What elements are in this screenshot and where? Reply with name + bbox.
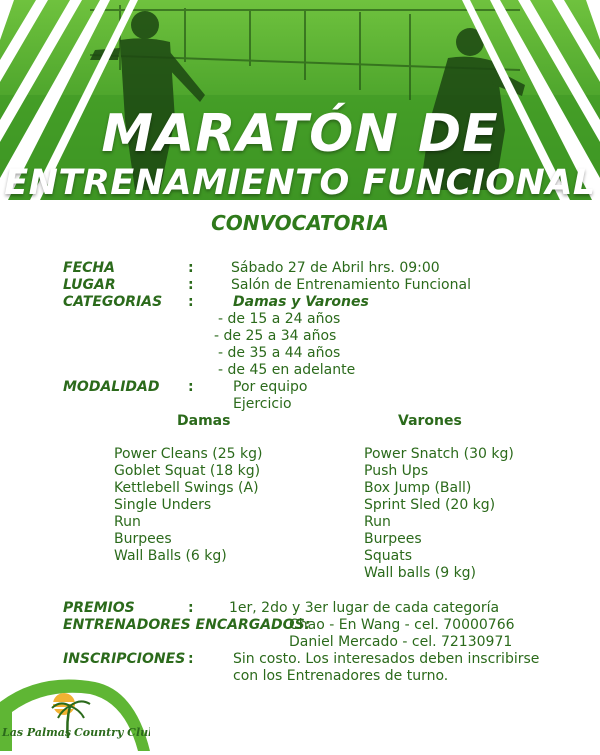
list-item: Burpees <box>114 531 172 547</box>
categorias-label: CATEGORIAS <box>63 294 163 310</box>
inscripciones-line: Sin costo. Los interesados deben inscribirse <box>233 651 540 667</box>
categoria-item: - de 35 a 44 años <box>218 345 341 361</box>
damas-heading: Damas <box>177 413 231 429</box>
list-item: Goblet Squat (18 kg) <box>114 463 261 479</box>
inscripciones-colon: : <box>188 651 194 667</box>
fecha-colon: : <box>188 260 194 276</box>
varones-heading: Varones <box>398 413 462 429</box>
categoria-item: - de 45 en adelante <box>218 362 356 378</box>
modalidad-value: Por equipo <box>233 379 308 395</box>
modalidad-colon: : <box>188 379 194 395</box>
premios-value: 1er, 2do y 3er lugar de cada categoría <box>229 600 500 616</box>
hero-banner <box>0 0 600 200</box>
inscripciones-line: con los Entrenadores de turno. <box>233 668 449 684</box>
club-logo <box>0 672 150 751</box>
entrenador-line: Chao - En Wang - cel. 70000766 <box>289 617 515 633</box>
premios-label: PREMIOS <box>63 600 135 616</box>
categoria-item: - de 15 a 24 años <box>218 311 341 327</box>
categoria-item: - de 25 a 34 años <box>214 328 337 344</box>
fecha-label: FECHA <box>63 260 115 276</box>
palm-logo-icon <box>0 672 150 751</box>
lugar-label: LUGAR <box>63 277 116 293</box>
subtitle: CONVOCATORIA <box>211 211 389 235</box>
categorias-title: Damas y Varones <box>233 294 369 310</box>
modalidad-label: MODALIDAD <box>63 379 160 395</box>
list-item: Kettlebell Swings (A) <box>114 480 259 496</box>
entrenador-line: Daniel Mercado - cel. 72130971 <box>289 634 513 650</box>
list-item: Run <box>364 514 391 530</box>
list-item: Sprint Sled (20 kg) <box>364 497 496 513</box>
list-item: Burpees <box>364 531 422 547</box>
list-item: Run <box>114 514 141 530</box>
title-line-2: ENTRENAMIENTO FUNCIONAL <box>4 163 596 200</box>
logo-text-right: Country Club <box>74 726 150 739</box>
list-item: Single Unders <box>114 497 212 513</box>
categorias-colon: : <box>188 294 194 310</box>
list-item: Power Cleans (25 kg) <box>114 446 263 462</box>
logo-text-left: Las Palmas <box>2 726 72 739</box>
title-line-1: MARATÓN DE <box>101 104 499 164</box>
list-item: Squats <box>364 548 413 564</box>
modalidad-value: Ejercicio <box>233 396 292 412</box>
list-item: Box Jump (Ball) <box>364 480 472 496</box>
lugar-colon: : <box>188 277 194 293</box>
list-item: Wall balls (9 kg) <box>364 565 477 581</box>
premios-colon: : <box>188 600 194 616</box>
varones-list <box>364 446 514 582</box>
list-item: Power Snatch (30 kg) <box>364 446 514 462</box>
entrenadores-label: ENTRENADORES ENCARGADOS: <box>63 617 311 633</box>
list-item: Push Ups <box>364 463 429 479</box>
list-item: Wall Balls (6 kg) <box>114 548 227 564</box>
fecha-value: Sábado 27 de Abril hrs. 09:00 <box>231 260 440 276</box>
lugar-value: Salón de Entrenamiento Funcional <box>231 277 471 293</box>
inscripciones-label: INSCRIPCIONES <box>63 651 186 667</box>
damas-list <box>114 446 262 565</box>
